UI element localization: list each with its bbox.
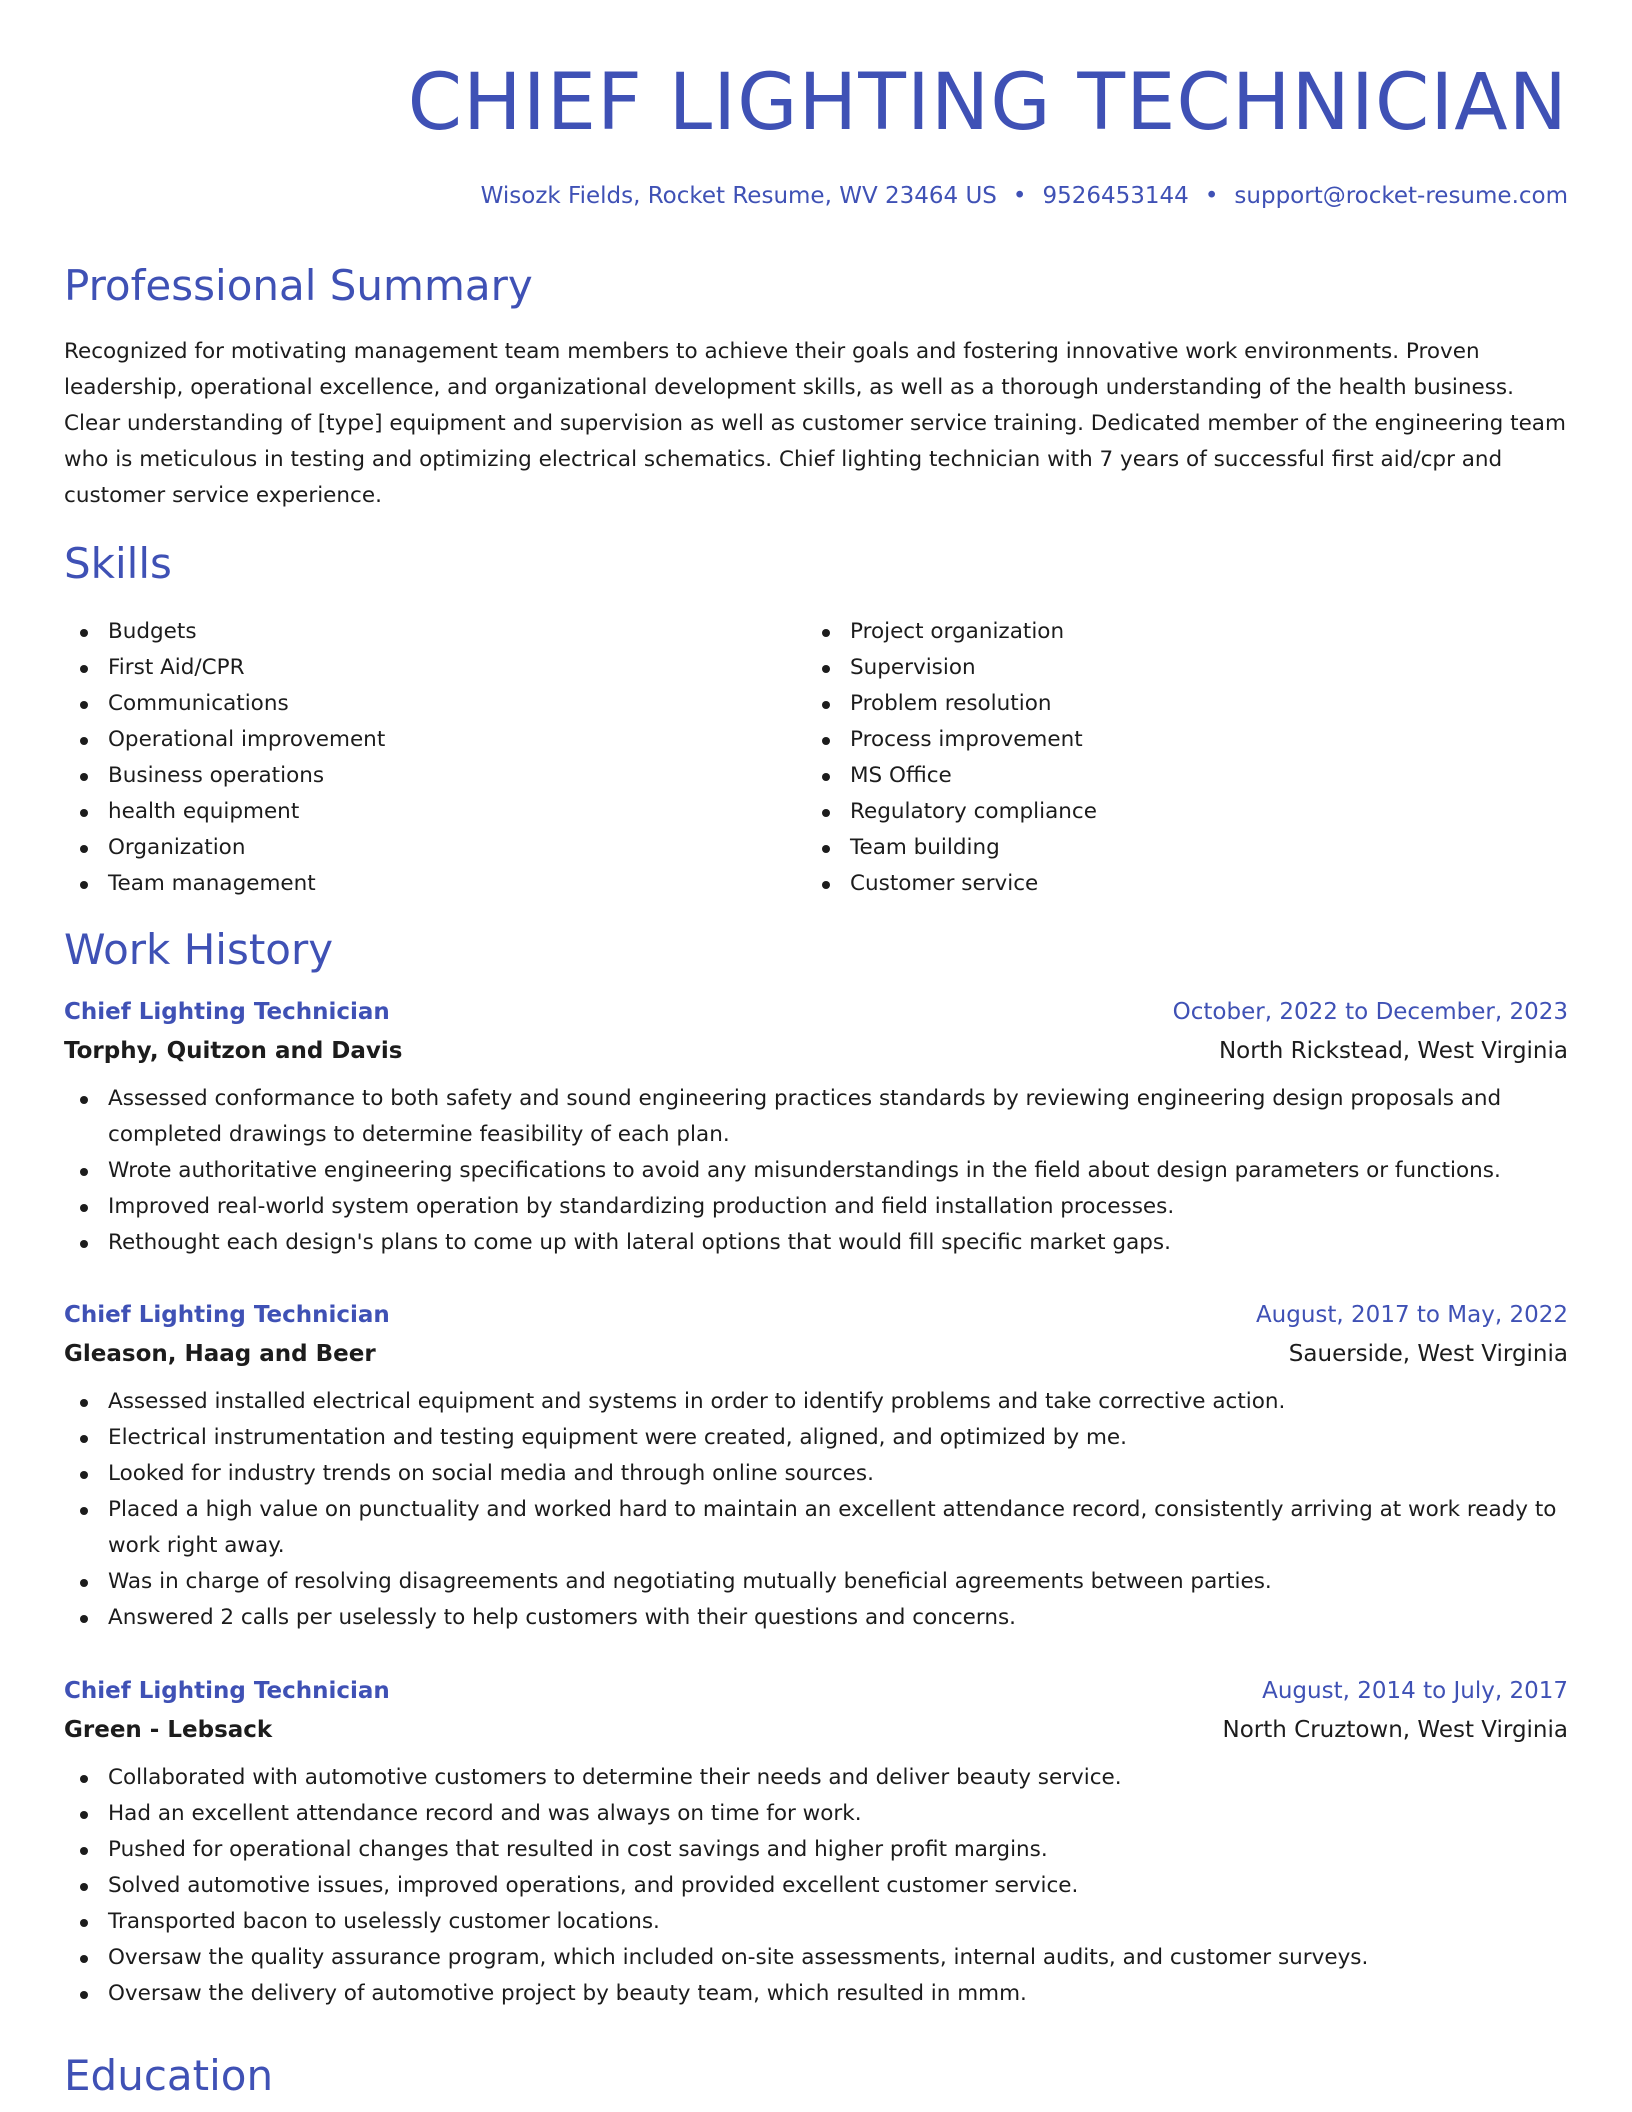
job-company: Gleason, Haag and Beer <box>64 1341 376 1367</box>
job-title: Chief Lighting Technician <box>64 1678 390 1704</box>
job-duty-item: Collaborated with automotive customers to determine their needs and deliver beauty service. <box>64 1760 1568 1796</box>
job-duties-list <box>64 1760 1568 2012</box>
skill-item: Problem resolution <box>806 686 1548 722</box>
skill-item: Supervision <box>806 650 1548 686</box>
job-dates: October, 2022 to December, 2023 <box>1172 999 1568 1025</box>
skills-list-left <box>64 614 806 902</box>
job-duties-list <box>64 1384 1568 1636</box>
contact-email: support@rocket-resume.com <box>1234 183 1568 209</box>
contact-separator: • <box>1204 183 1219 209</box>
skill-item: Regulatory compliance <box>806 794 1548 830</box>
skill-item: Operational improvement <box>64 722 806 758</box>
job-company: Torphy, Quitzon and Davis <box>64 1038 403 1064</box>
section-title-summary: Professional Summary <box>64 261 533 310</box>
job-location: North Rickstead, West Virginia <box>1218 1038 1568 1064</box>
contact-address: Wisozk Fields, Rocket Resume, WV 23464 US <box>480 183 997 209</box>
summary-text: Recognized for motivating management team members to achieve their goals and fostering innovative work environments. Proven leadership, operational excellence, and organizational development skills, as well as a thorough understanding of the health business. Clear understanding of [type] equipment and supervision as well as customer service training. Dedicated member of the engineering team who is meticulous in testing and optimizing electrical schematics. Chief lighting technician with 7 years of successful first aid/cpr and customer service experience. <box>64 339 1566 508</box>
job-duty-item: Electrical instrumentation and testing equipment were created, aligned, and optimized by me. <box>64 1420 1568 1456</box>
resume-name-title: CHIEF LIGHTING TECHNICIAN <box>407 58 1568 148</box>
job-duty-item: Looked for industry trends on social media and through online sources. <box>64 1456 1568 1492</box>
job-duty-item: Solved automotive issues, improved operations, and provided excellent customer service. <box>64 1868 1568 1904</box>
section-title-work-history: Work History <box>64 925 334 974</box>
job-title: Chief Lighting Technician <box>64 999 390 1025</box>
job-duty-item: Was in charge of resolving disagreements and negotiating mutually beneficial agreements between parties. <box>64 1564 1568 1600</box>
job-duty-item: Had an excellent attendance record and was always on time for work. <box>64 1796 1568 1832</box>
skill-item: Business operations <box>64 758 806 794</box>
job-dates: August, 2014 to July, 2017 <box>1262 1678 1568 1704</box>
job-location: Sauerside, West Virginia <box>1288 1341 1568 1367</box>
job-duty-item: Pushed for operational changes that resulted in cost savings and higher profit margins. <box>64 1832 1568 1868</box>
skill-item: Customer service <box>806 866 1548 902</box>
job-duty-item: Answered 2 calls per uselessly to help customers with their questions and concerns. <box>64 1600 1568 1636</box>
section-title-education: Education <box>64 2051 274 2100</box>
skills-grid <box>64 614 1568 902</box>
contact-phone: 9526453144 <box>1042 183 1189 209</box>
job-dates: August, 2017 to May, 2022 <box>1255 1302 1568 1328</box>
job-location: North Cruztown, West Virginia <box>1222 1717 1568 1743</box>
skill-item: Team management <box>64 866 806 902</box>
skill-item: Budgets <box>64 614 806 650</box>
job-duty-item: Transported bacon to uselessly customer locations. <box>64 1904 1568 1940</box>
job-duty-item: Oversaw the quality assurance program, which included on-site assessments, internal audits, and customer surveys. <box>64 1940 1568 1976</box>
job-company: Green - Lebsack <box>64 1717 273 1743</box>
job-duty-item: Assessed installed electrical equipment and systems in order to identify problems and take corrective action. <box>64 1384 1568 1420</box>
job-duty-item: Oversaw the delivery of automotive project by beauty team, which resulted in mmm. <box>64 1976 1568 2012</box>
section-title-skills: Skills <box>64 539 172 588</box>
job-duty-item: Placed a high value on punctuality and worked hard to maintain an excellent attendance record, consistently arriving at work ready to work right away. <box>64 1492 1568 1564</box>
skill-item: Project organization <box>806 614 1548 650</box>
skill-item: Communications <box>64 686 806 722</box>
skill-item: Process improvement <box>806 722 1548 758</box>
skills-list-right <box>806 614 1548 902</box>
skill-item: health equipment <box>64 794 806 830</box>
job-entry <box>64 1672 1568 2012</box>
skill-item: MS Office <box>806 758 1548 794</box>
job-entry <box>64 993 1568 1261</box>
job-entry <box>64 1296 1568 1636</box>
job-duty-item: Assessed conformance to both safety and sound engineering practices standards by reviewing engineering design proposals and completed drawings to determine feasibility of each plan. <box>64 1081 1568 1153</box>
job-duty-item: Rethought each design's plans to come up with lateral options that would fill specific market gaps. <box>64 1225 1568 1261</box>
job-title: Chief Lighting Technician <box>64 1302 390 1328</box>
job-duty-item: Improved real-world system operation by standardizing production and field installation processes. <box>64 1189 1568 1225</box>
skill-item: Organization <box>64 830 806 866</box>
contact-line <box>481 180 1568 212</box>
job-duties-list <box>64 1081 1568 1261</box>
skill-item: First Aid/CPR <box>64 650 806 686</box>
skill-item: Team building <box>806 830 1548 866</box>
contact-separator: • <box>1012 183 1027 209</box>
job-duty-item: Wrote authoritative engineering specifications to avoid any misunderstandings in the field about design parameters or functions. <box>64 1153 1568 1189</box>
